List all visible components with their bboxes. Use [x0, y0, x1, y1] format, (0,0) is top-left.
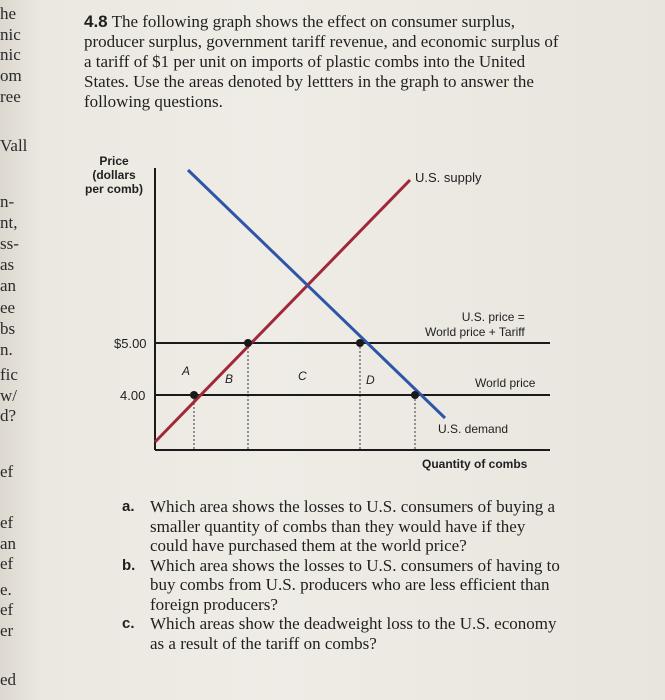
margin-fragment: e. [0, 580, 12, 599]
margin-fragment: nic [0, 45, 21, 64]
question-letter: a. [122, 498, 135, 515]
y-axis-label-line: per comb) [84, 182, 143, 196]
margin-fragment: nt, [0, 213, 18, 232]
area-c-label: C [298, 369, 307, 383]
area-d-label: D [366, 373, 375, 387]
area-a-label: A [182, 364, 191, 378]
question-a [122, 497, 562, 556]
margin-fragment: ef [0, 462, 14, 481]
area-b-label: B [225, 372, 234, 386]
point-dot [190, 391, 198, 399]
point-dot [356, 339, 364, 347]
margin-fragment: bs [0, 319, 16, 338]
margin-fragment: n. [0, 340, 13, 359]
question-letter: b. [122, 556, 136, 574]
margin-fragment: d? [0, 406, 17, 425]
price-4-label: 4.00 [120, 388, 146, 403]
point-dot [244, 339, 252, 347]
margin-fragment: n- [0, 192, 15, 211]
margin-fragment: fic [0, 365, 18, 384]
question-b [122, 556, 562, 615]
question-text: Which areas show the deadweight loss to the U.S. economy as a result of the tariff on combs? [150, 614, 557, 653]
problem-text: The following graph shows the effect on consumer surplus, producer surplus, government tariff revenue, and economic surplus of a tariff of $1 per unit on imports of plastic combs into the United States. Use the areas denoted by lettters in the graph to answer the following questions. [84, 12, 559, 111]
question-text: Which area shows the losses to U.S. consumers of having to buy combs from U.S. producers who are less efficient than foreign producers? [150, 555, 560, 614]
world-price-label: World price [475, 376, 536, 390]
y-axis-label-line: Price [99, 154, 129, 168]
margin-fragment: ree [0, 87, 21, 106]
margin-fragment: as [0, 255, 15, 274]
tariff-label-line: U.S. price = [461, 310, 525, 324]
question-text: Which area shows the losses to U.S. consumers of buying a smaller quantity of combs than they would have if they could have purchased them at the world price? [150, 497, 556, 555]
y-axis-label-line: (dollars [92, 168, 136, 182]
problem-statement [84, 12, 564, 112]
margin-fragment: ef [0, 600, 14, 619]
point-dot [411, 391, 419, 399]
margin-fragment: an [0, 534, 17, 553]
supply-curve [155, 180, 410, 442]
margin-fragment: nic [0, 25, 21, 44]
y-axis-label [74, 154, 154, 196]
problem-number: 4.8 [84, 12, 108, 31]
margin-fragment: ss- [0, 234, 19, 253]
margin-fragment: he [0, 4, 17, 23]
tariff-graph [70, 150, 570, 480]
margin-fragment: ee [0, 298, 16, 317]
margin-fragment: om [0, 66, 22, 85]
margin-fragment: ef [0, 513, 14, 532]
tariff-label-line: World price + Tariff [425, 325, 525, 339]
margin-fragment: ed [0, 670, 17, 689]
x-axis-label: Quantity of combs [422, 457, 528, 471]
question-letter: c. [122, 615, 135, 632]
tariff-line-label [425, 310, 525, 340]
margin-fragment: an [0, 276, 17, 295]
questions [122, 497, 562, 653]
margin-fragment: w/ [0, 386, 17, 405]
margin-fragment: er [0, 621, 14, 640]
demand-label: U.S. demand [438, 422, 509, 436]
margin-fragment: Vall [0, 136, 28, 155]
supply-label: U.S. supply [415, 170, 482, 185]
question-c [122, 614, 562, 653]
price-5-label: $5.00 [114, 336, 147, 351]
margin-fragment: ef [0, 554, 14, 573]
